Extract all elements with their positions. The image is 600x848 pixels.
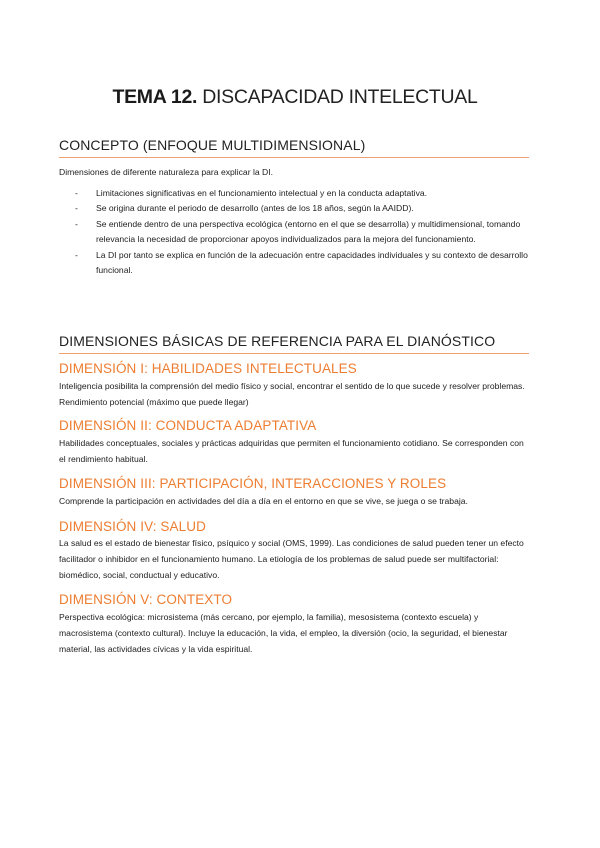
list-item: - La DI por tanto se explica en función de la adecuación entre capacidades individuales y su contexto de desarrollo funcional. [75, 249, 528, 276]
list-item: - Se entiende dentro de una perspectiva ecológica (entorno en el que se desarrolla) y multidimensional, tomando relevancia la necesidad de proporcionar apoyos individualizados para la mejora del funcionamiento. [75, 218, 521, 245]
dimension-4-title: DIMENSIÓN IV: SALUD [59, 519, 206, 534]
dimension-3-text: Comprende la participación en actividades del día a día en el entorno en que se vive, se juega o se trabaja. [59, 496, 468, 506]
dimension-1-title: DIMENSIÓN I: HABILIDADES INTELECTUALES [59, 361, 357, 376]
bullet-dash-icon: - [75, 188, 78, 198]
list-item: - Limitaciones significativas en el funcionamiento intelectual y en la conducta adaptativa. [59, 186, 531, 201]
dimensiones-rule [59, 353, 529, 354]
bullet-dash-icon: - [75, 249, 78, 260]
bullet-dash-icon: - [75, 218, 78, 229]
concepto-heading: CONCEPTO (ENFOQUE MULTIDIMENSIONAL) [59, 137, 366, 153]
bullet-dash-icon: - [75, 203, 78, 214]
dimension-2-title: DIMENSIÓN II: CONDUCTA ADAPTATIVA [59, 418, 317, 433]
dimension-2-text: Habilidades conceptuales, sociales y prácticas adquiridas que permiten el funcionamiento cotidiano. Se corresponden con el rendimiento habitual. [59, 438, 524, 464]
page-title [59, 86, 531, 109]
dimension-4-text: La salud es el estado de bienestar físico, psíquico y social (OMS, 1999). Las condiciones de salud pueden tener un efecto facilitador o inhibidor en el funcionamiento humano. La etiología de los problemas de salud puede ser multifactorial: biomédico, social, conductual y educativo. [59, 538, 524, 580]
dimension-1-text: Inteligencia posibilita la comprensión del medio físico y social, encontrar el sentido de lo que sucede y resolver problemas. Rendimiento potencial (máximo que puede llegar) [59, 381, 525, 407]
title-number: TEMA 12. [112, 86, 198, 108]
dimensiones-heading: DIMENSIONES BÁSICAS DE REFERENCIA PARA EL DIANÓSTICO [59, 333, 496, 349]
dimension-5-text: Perspectiva ecológica: microsistema (más cercano, por ejemplo, la familia), mesosistema (contexto escuela) y macrosistema (contexto cultural). Incluye la educación, la vida, el empleo, la diversión (ocio, la seguridad, el bienestar material, las actividades cívicas y la vida espiritual. [59, 612, 508, 654]
title-name: DISCAPACIDAD INTELECTUAL [202, 86, 478, 108]
concepto-rule [59, 157, 529, 158]
concepto-bullet-list [59, 186, 531, 278]
list-item: - Se origina durante el periodo de desarrollo (antes de los 18 años, según la AAIDD). [59, 201, 531, 216]
dimension-5-title: DIMENSIÓN V: CONTEXTO [59, 592, 233, 607]
concepto-intro: Dimensiones de diferente naturaleza para explicar la DI. [59, 167, 274, 177]
dimension-3-title: DIMENSIÓN III: PARTICIPACIÓN, INTERACCIONES Y ROLES [59, 476, 447, 491]
